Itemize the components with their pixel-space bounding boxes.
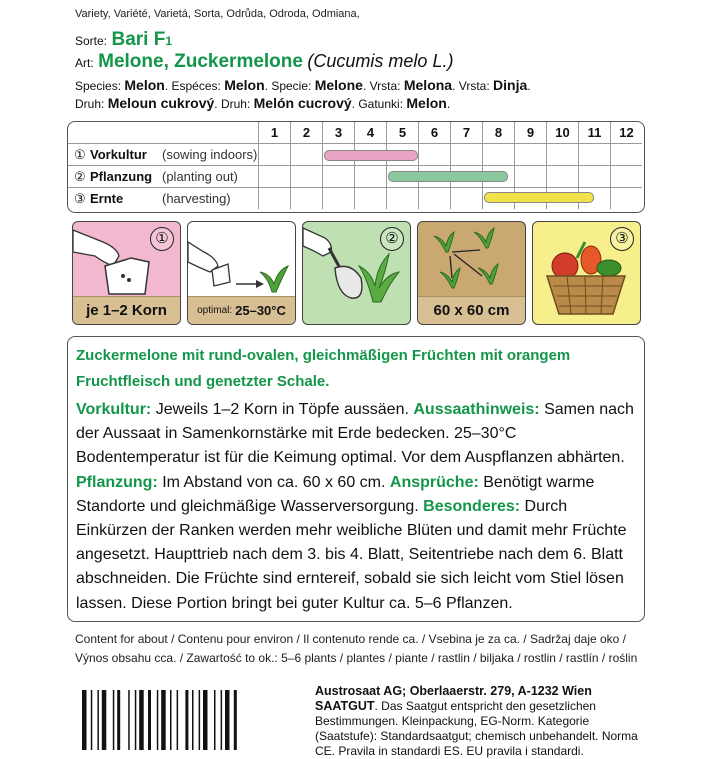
species-label: . Vrsta: xyxy=(362,79,401,93)
variety-intro: Zuckermelone mit rund-ovalen, gleichmäßigen Früchten mit orangem Fruchtfleisch und genetzter Schale. xyxy=(76,347,571,390)
month-5: 5 xyxy=(387,122,419,144)
species-label: . xyxy=(527,79,531,93)
calendar-bar-1 xyxy=(324,150,418,161)
month-6: 6 xyxy=(419,122,451,144)
druh-value: Meloun cukrový xyxy=(107,95,215,111)
species-label: Species: xyxy=(75,79,122,93)
sorte-label: Sorte: xyxy=(75,34,108,48)
sowing-calendar xyxy=(67,121,645,213)
content-line-2: Výnos obsahu cca. / Zawartość to ok.: 5–6 plants / plantes / piante / rastlin / biljaka / rostlin / rastlín / roślin xyxy=(75,651,638,665)
pflanzung-heading: Pflanzung: xyxy=(76,473,158,491)
month-1: 1 xyxy=(259,122,291,144)
row-label-de: Vorkultur xyxy=(90,147,147,162)
step-planting-icon xyxy=(302,221,411,325)
druh-label: . Druh: xyxy=(214,97,251,111)
step-spacing-icon xyxy=(417,221,526,325)
saatgut-label: SAATGUT xyxy=(315,699,375,713)
month-7: 7 xyxy=(451,122,483,144)
calendar-corner xyxy=(68,122,259,144)
icon-label: je 1–2 Korn xyxy=(73,296,180,324)
calendar-bar-3 xyxy=(484,192,594,203)
druh-value: Melon xyxy=(406,95,447,111)
step-number-badge: ① xyxy=(150,227,174,251)
art-label: Art: xyxy=(75,56,94,70)
row-label-en: (harvesting) xyxy=(162,191,231,206)
month-10: 10 xyxy=(547,122,579,144)
legal-text: . Das Saatgut entspricht den gesetzlichen Bestimmungen. Kleinpackung, EG-Norm. Kategorie (Saatstufe): Standardsaatgut; chemisch unbehandelt. Norma CE. Pravila in standardi ES. EU pravila i standardi. xyxy=(315,699,638,758)
month-2: 2 xyxy=(291,122,323,144)
month-9: 9 xyxy=(515,122,547,144)
row-label-de: Ernte xyxy=(90,191,124,206)
sorte-value: Bari F xyxy=(111,29,166,50)
besonderes-text: Durch Einkürzen der Ranken werden mehr weibliche Blüten und damit mehr Früchte angesetzt. Haupttrieb nach dem 3. bis 4. Blatt, Seitentriebe nach dem 6. Blatt abschneiden. Die Früchte sind erntereif, sobald sie sich leicht vom Stiel lösen lassen. Diese Portion bringt bei guter Kultur ca. 5–6 Pflanzen. xyxy=(76,497,627,612)
variety-languages: Variety, Variété, Varietá, Sorta, Odrůda, Odroda, Odmiana, xyxy=(75,8,360,20)
plant-spacing-icon xyxy=(418,222,526,300)
content-line-1: Content for about / Contenu pour environ / Il contenuto rende ca. / Vsebina je za ca. / Sadržaj daje oko / xyxy=(75,632,627,646)
icon-label-main: 25–30°C xyxy=(235,303,286,318)
species-value: Melon xyxy=(124,77,165,93)
druh-label: . Gatunki: xyxy=(351,97,404,111)
company-address xyxy=(315,684,645,759)
step-sowing-pots-icon xyxy=(72,221,181,325)
species-label: . Vrsta: xyxy=(452,79,490,93)
sorte-sub: 1 xyxy=(165,34,173,48)
art-value: Melone, Zuckermelone xyxy=(98,51,303,72)
month-11: 11 xyxy=(579,122,611,144)
step-number: ② xyxy=(74,168,86,184)
step-harvest-icon xyxy=(532,221,641,325)
vorkultur-heading: Vorkultur: xyxy=(76,401,152,418)
month-8: 8 xyxy=(483,122,515,144)
species-value: Dinja xyxy=(493,77,528,93)
month-4: 4 xyxy=(355,122,387,144)
description-body xyxy=(76,398,636,616)
art-latin: (Cucumis melo L.) xyxy=(307,51,454,71)
month-12: 12 xyxy=(611,122,643,144)
art-line xyxy=(75,51,453,73)
ansprueche-heading: Ansprüche: xyxy=(389,473,479,491)
species-value: Melon xyxy=(224,77,265,93)
druh-label: . xyxy=(446,97,451,111)
step-number: ③ xyxy=(74,190,86,206)
species-label: . Specie: xyxy=(264,79,312,93)
icon-label: 60 x 60 cm xyxy=(418,296,525,324)
barcode xyxy=(80,690,280,750)
species-value: Melona xyxy=(403,77,453,93)
step-number: ① xyxy=(74,146,86,162)
sorte-line xyxy=(75,29,172,51)
description-box xyxy=(67,336,645,622)
druh-line xyxy=(75,95,450,111)
row-label-de: Pflanzung xyxy=(90,169,153,184)
species-label: . Espéces: xyxy=(164,79,221,93)
row-label-en: (planting out) xyxy=(162,169,238,184)
vorkultur-text: Jeweils 1–2 Korn in Töpfe aussäen. xyxy=(151,401,414,418)
aussaathinweis-heading: Aussaathinweis: xyxy=(413,401,540,418)
month-3: 3 xyxy=(323,122,355,144)
calendar-row-pflanzung xyxy=(68,166,642,188)
step-number-badge: ② xyxy=(380,227,404,251)
druh-value: Melón cucrový xyxy=(253,95,352,111)
icon-label-small: optimal: xyxy=(197,305,233,316)
row-label-en: (sowing indoors) xyxy=(162,147,258,162)
aussaathinweis-text: Samen nach der Aussaat in Samenkornstärke mit Erde bedecken. 25–30°C Bodentemperatur ist für die Keimung optimal. Vor dem Auspflanzen abhärten. xyxy=(76,401,634,467)
calendar-header-row xyxy=(68,122,642,144)
step-number-badge: ③ xyxy=(610,227,634,251)
species-line xyxy=(75,77,531,93)
company-name: Austrosaat AG; Oberlaaerstr. 279, A-1232 Wien xyxy=(315,684,592,698)
pflanzung-text: Im Abstand von ca. 60 x 60 cm. xyxy=(157,473,390,491)
icon-label xyxy=(188,296,295,324)
germination-arrow-icon xyxy=(188,222,296,300)
druh-label: Druh: xyxy=(75,97,105,111)
step-germination-icon xyxy=(187,221,296,325)
ansprueche-text: Benötigt warme Standorte und gleichmäßige Wasserversorgung. xyxy=(76,473,595,515)
calendar-bar-2 xyxy=(388,171,508,182)
besonderes-heading: Besonderes: xyxy=(423,497,521,515)
species-value: Melone xyxy=(314,77,363,93)
